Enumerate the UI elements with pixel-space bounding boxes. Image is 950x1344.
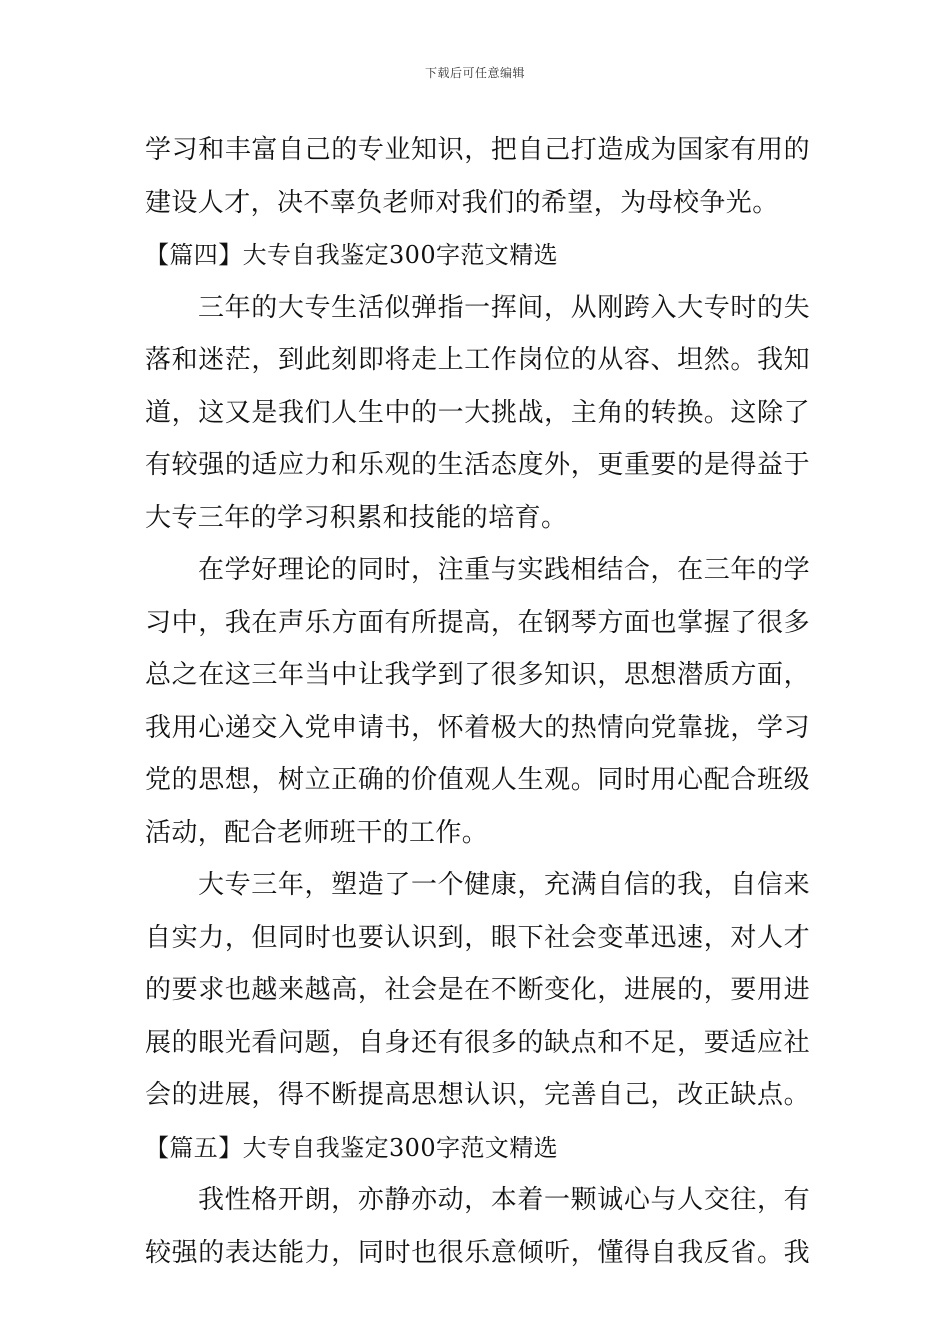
body-text-line: 展的眼光看问题，自身还有很多的缺点和不足，要适应社 <box>145 1027 810 1058</box>
section-heading: 【篇四】大专自我鉴定300字范文精选 <box>145 241 559 269</box>
body-text-line: 我性格开朗，亦静亦动，本着一颗诚心与人交往，有 <box>198 1185 810 1215</box>
body-text-line: 的要求也越来越高，社会是在不断变化，进展的，要用进 <box>145 975 810 1005</box>
body-text-line: 活动，配合老师班干的工作。 <box>145 817 489 848</box>
body-text-line: 道，这又是我们人生中的一大挑战，主角的转换。这除了 <box>145 397 810 428</box>
header-note: 下载后可任意编辑 <box>424 66 525 80</box>
body-text-line: 自实力，但同时也要认识到，眼下社会变革迅速，对人才 <box>145 922 810 953</box>
body-text-line: 三年的大专生活似弹指一挥间，从刚跨入大专时的失 <box>198 292 810 323</box>
body-text-line: 较强的表达能力，同时也很乐意倾听，懂得自我反省。我 <box>145 1237 810 1268</box>
section-heading: 【篇五】大专自我鉴定300字范文精选 <box>145 1133 559 1162</box>
body-text-line: 学习和丰富自己的专业知识，把自己打造成为国家有用的 <box>145 135 810 165</box>
body-text-line: 建设人才，决不辜负老师对我们的希望，为母校争光。 <box>145 187 779 218</box>
document-body <box>145 124 810 1279</box>
body-text-line: 大专三年，塑造了一个健康，充满自信的我，自信来 <box>198 870 810 900</box>
body-text-line: 落和迷茫，到此刻即将走上工作岗位的从容、坦然。我知 <box>145 345 810 375</box>
body-text-line: 总之在这三年当中让我学到了很多知识，思想潜质方面， <box>145 660 810 690</box>
body-text-line: 有较强的适应力和乐观的生活态度外，更重要的是得益于 <box>145 450 810 480</box>
body-text-line: 习中，我在声乐方面有所提高，在钢琴方面也掌握了很多 <box>145 607 810 638</box>
body-text-line: 在学好理论的同时，注重与实践相结合，在三年的学 <box>198 555 810 585</box>
body-text-line: 我用心递交入党申请书，怀着极大的热情向党靠拢，学习 <box>145 712 810 743</box>
body-text-line: 大专三年的学习积累和技能的培育。 <box>145 502 568 533</box>
body-text-line: 会的进展，得不断提高思想认识，完善自己，改正缺点。 <box>145 1080 810 1110</box>
body-text-line: 党的思想，树立正确的价值观人生观。同时用心配合班级 <box>145 765 810 795</box>
